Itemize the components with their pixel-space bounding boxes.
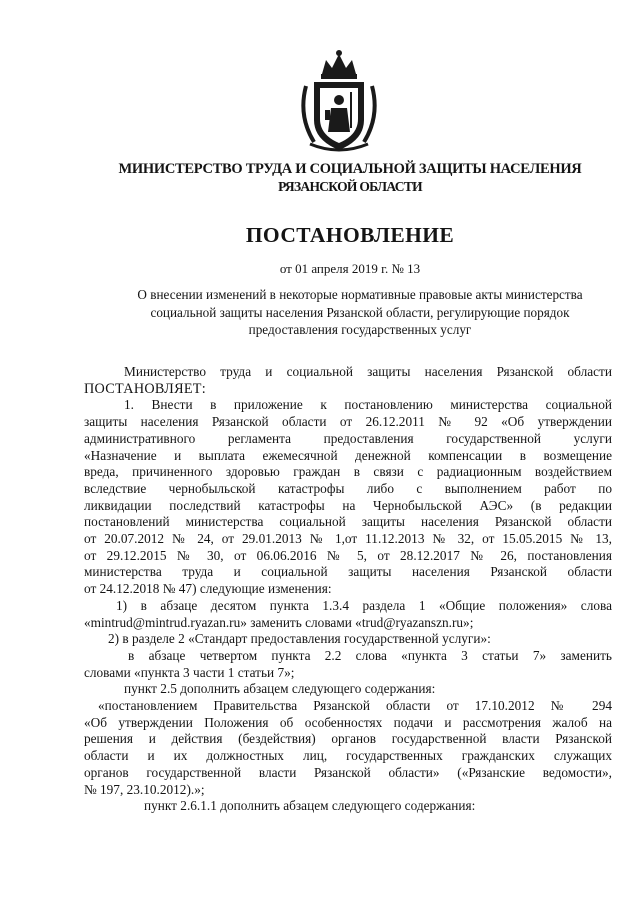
organization-name-line2: РЯЗАНСКОЙ ОБЛАСТИ [278, 179, 422, 194]
item1-line: защиты населения Рязанской области от 26.12.2011 № 92 «Об утверждении [84, 414, 612, 430]
point-2-5-line: пункт 2.5 дополнить абзацем следующего содержания: [124, 681, 436, 697]
subitem2-line: 2) в разделе 2 «Стандарт предоставления государственной услуги»: [108, 631, 491, 647]
subitem1-line: «mintrud@mintrud.ryazan.ru» заменить словами «trud@ryazanszn.ru»; [84, 614, 474, 630]
quote-line: «Об утверждении Положения об особенностях подачи и рассмотрения жалоб на [84, 714, 612, 730]
document-type-title: ПОСТАНОВЛЕНИЕ [245, 223, 455, 247]
document-body [84, 364, 612, 815]
subitem2a-line: в абзаце четвертом пункта 2.2 слова «пункта 3 статьи 7» заменить [128, 647, 612, 663]
organization-name-line1: МИНИСТЕРСТВО ТРУДА И СОЦИАЛЬНОЙ ЗАЩИТЫ НАСЕЛЕНИЯ [118, 161, 582, 177]
item1-line: 1. Внести в приложение к постановлению министерства социальной [124, 397, 612, 413]
item1-line: от 24.12.2018 № 47) следующие изменения: [84, 581, 332, 597]
subitem2a-line: словами «пункта 3 части 1 статьи 7»; [84, 664, 295, 680]
subject-line: социальной защиты населения Рязанской области, регулирующие порядок [150, 304, 570, 320]
item1-line: ликвидации последствий катастрофы на Чернобыльской АЭС» (в редакции [84, 497, 612, 513]
item1-line: от 20.07.2012 № 24, от 29.01.2013 № 1,от 11.12.2013 № 32, от 15.05.2015 № 13, [84, 531, 612, 547]
document-subject [80, 286, 640, 339]
preamble-line: Министерство труда и социальной защиты населения Рязанской области [124, 364, 612, 379]
item1-line: постановлений министерства социальной защиты населения Рязанской области [84, 514, 612, 530]
document-date-number: от 01 апреля 2019 г. № 13 [279, 261, 421, 276]
item1-line: административного регламента предоставления государственной услуги [84, 430, 612, 446]
coat-of-arms-emblem [296, 46, 382, 154]
quote-line: решения и действия (бездействия) органов государственной власти Рязанской [84, 731, 612, 747]
quote-line: органов государственной власти Рязанской области» («Рязанские ведомости», [84, 764, 612, 780]
subitem1-line: 1) в абзаце десятом пункта 1.3.4 раздела 1 «Общие положения» слова [116, 597, 612, 613]
quote-line: «постановлением Правительства Рязанской области от 17.10.2012 № 294 [98, 698, 612, 714]
item1-line: вреда, причиненного здоровью граждан в связи с радиационным воздействием [84, 464, 612, 480]
preamble-resolves: ПОСТАНОВЛЯЕТ: [84, 380, 207, 397]
subject-line: предоставления государственных услуг [248, 322, 472, 337]
item1-line: министерства труда и социальной защиты населения Рязанской области [84, 564, 612, 580]
quote-line: № 197, 23.10.2012).»; [84, 781, 205, 797]
item1-line: вследствие чернобыльской катастрофы либо с выполнением работ по [84, 480, 612, 496]
item1-line: «Назначение и выплата ежемесячной денежной компенсации в возмещение [84, 447, 612, 463]
point-2-6-1-1-line: пункт 2.6.1.1 дополнить абзацем следующего содержания: [144, 798, 476, 814]
subject-line: О внесении изменений в некоторые нормативные правовые акты министерства [137, 287, 583, 302]
item1-line: от 29.12.2015 № 30, от 06.06.2016 № 5, от 28.12.2017 № 26, постановления [84, 547, 612, 563]
quote-line: области и их должностных лиц, государственных гражданских служащих [84, 748, 612, 764]
